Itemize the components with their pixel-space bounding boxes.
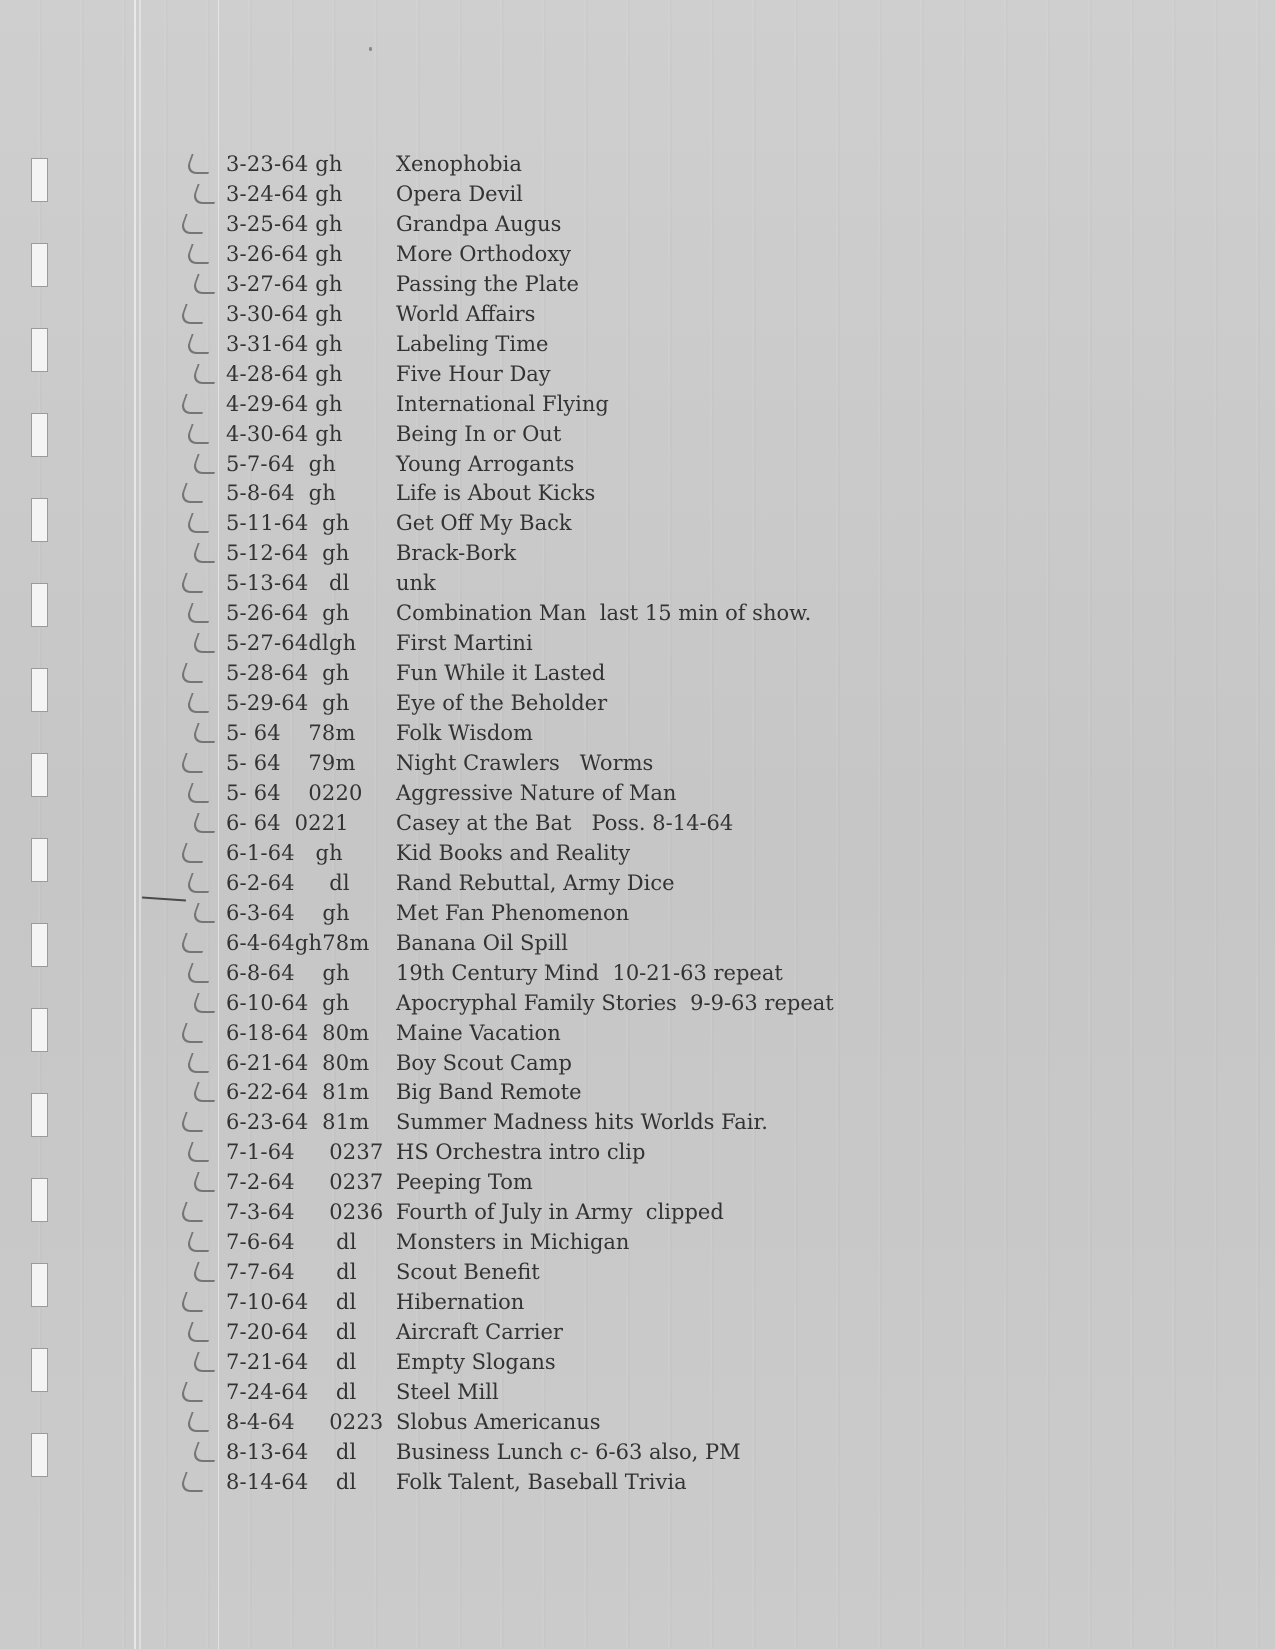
checkmark-icon (184, 1412, 215, 1432)
entry-date: 7-7-64 dl (226, 1260, 357, 1284)
entry-title: Maine Vacation (396, 1021, 561, 1045)
list-item (0, 1200, 900, 1230)
checkmark-icon (190, 1262, 221, 1282)
list-item (0, 961, 900, 991)
entry-date: 4-30-64 gh (226, 422, 343, 446)
list-item (0, 1230, 900, 1260)
list-item (0, 1021, 900, 1051)
list-item (0, 1440, 900, 1470)
entry-date: 6-22-64 81m (226, 1080, 370, 1104)
checkmark-icon (178, 1472, 209, 1492)
entry-title: Kid Books and Reality (396, 841, 631, 865)
entry-date: 5- 64 0220 (226, 781, 363, 805)
list-item (0, 452, 900, 482)
entry-date: 6-18-64 80m (226, 1021, 370, 1045)
checkmark-icon (178, 1023, 209, 1043)
list-item (0, 541, 900, 571)
entry-date: 3-30-64 gh (226, 302, 343, 326)
entry-date: 8-14-64 dl (226, 1470, 357, 1494)
list-item (0, 1320, 900, 1350)
list-item (0, 991, 900, 1021)
entry-date: 4-29-64 gh (226, 392, 343, 416)
checkmark-icon (190, 1082, 221, 1102)
checkmark-icon (178, 573, 209, 593)
list-item (0, 392, 900, 422)
entry-date: 7-3-64 0236 (226, 1200, 384, 1224)
entry-title: Peeping Tom (396, 1170, 533, 1194)
checkmark-icon (184, 873, 215, 893)
entry-title: Casey at the Bat Poss. 8-14-64 (396, 811, 734, 835)
entry-title: Labeling Time (396, 332, 549, 356)
list-item (0, 601, 900, 631)
entry-title: Xenophobia (396, 152, 522, 176)
list-item (0, 781, 900, 811)
list-item (0, 841, 900, 871)
list-item (0, 481, 900, 511)
list-item (0, 332, 900, 362)
entry-date: 8-13-64 dl (226, 1440, 357, 1464)
entry-date: 6-8-64 gh (226, 961, 350, 985)
checkmark-icon (190, 903, 221, 923)
entry-date: 5-29-64 gh (226, 691, 350, 715)
checkmark-icon (184, 783, 215, 803)
checkmark-icon (184, 154, 215, 174)
entry-title: Get Off My Back (396, 511, 572, 535)
entry-title: 19th Century Mind 10-21-63 repeat (396, 961, 783, 985)
checkmark-icon (184, 603, 215, 623)
entry-date: 7-2-64 0237 (226, 1170, 384, 1194)
checkmark-icon (184, 1232, 215, 1252)
entry-date: 6- 64 0221 (226, 811, 349, 835)
checkmark-icon (184, 1053, 215, 1073)
entry-title: Eye of the Beholder (396, 691, 608, 715)
checkmark-icon (178, 1112, 209, 1132)
list-item (0, 1140, 900, 1170)
checkmark-icon (178, 1382, 209, 1402)
entry-title: Monsters in Michigan (396, 1230, 630, 1254)
list-item (0, 422, 900, 452)
list-item (0, 661, 900, 691)
entry-date: 4-28-64 gh (226, 362, 343, 386)
entry-date: 8-4-64 0223 (226, 1410, 384, 1434)
list-item (0, 931, 900, 961)
checkmark-icon (178, 933, 209, 953)
entry-title: Being In or Out (396, 422, 562, 446)
entry-title: HS Orchestra intro clip (396, 1140, 646, 1164)
list-item (0, 571, 900, 601)
entry-title: International Flying (396, 392, 609, 416)
entry-title: Scout Benefit (396, 1260, 540, 1284)
entry-title: Folk Talent, Baseball Trivia (396, 1470, 687, 1494)
list-item (0, 1350, 900, 1380)
entry-title: unk (396, 571, 436, 595)
entry-date: 3-24-64 gh (226, 182, 343, 206)
entry-title: Fun While it Lasted (396, 661, 606, 685)
entry-title: First Martini (396, 631, 533, 655)
entry-date: 6-1-64 gh (226, 841, 343, 865)
list-item (0, 272, 900, 302)
entry-date: 6-2-64 dl (226, 871, 350, 895)
list-item (0, 1110, 900, 1140)
entry-title: Combination Man last 15 min of show. (396, 601, 812, 625)
entry-title: Boy Scout Camp (396, 1051, 572, 1075)
entry-title: Big Band Remote (396, 1080, 582, 1104)
entry-title: Aggressive Nature of Man (396, 781, 677, 805)
list-item (0, 212, 900, 242)
entry-title: Young Arrogants (396, 452, 575, 476)
entry-title: Night Crawlers Worms (396, 751, 654, 775)
checkmark-icon (190, 813, 221, 833)
checkmark-icon (178, 843, 209, 863)
checkmark-icon (190, 993, 221, 1013)
entry-title: World Affairs (396, 302, 536, 326)
list-item (0, 152, 900, 182)
entry-date: 3-23-64 gh (226, 152, 343, 176)
checkmark-icon (190, 364, 221, 384)
checkmark-icon (184, 244, 215, 264)
entry-date: 3-27-64 gh (226, 272, 343, 296)
list-item (0, 1380, 900, 1410)
entry-title: Business Lunch c- 6-63 also, PM (396, 1440, 741, 1464)
checkmark-icon (184, 963, 215, 983)
entry-date: 5-13-64 dl (226, 571, 350, 595)
entry-date: 6-21-64 80m (226, 1051, 370, 1075)
list-item (0, 691, 900, 721)
entry-title: Apocryphal Family Stories 9-9-63 repeat (396, 991, 834, 1015)
checkmark-icon (190, 1352, 221, 1372)
list-item (0, 631, 900, 661)
checkmark-icon (178, 214, 209, 234)
list-item (0, 1260, 900, 1290)
list-item (0, 1170, 900, 1200)
checkmark-icon (178, 753, 209, 773)
entry-title: Fourth of July in Army clipped (396, 1200, 724, 1224)
checkmark-icon (178, 394, 209, 414)
entry-date: 5-28-64 gh (226, 661, 350, 685)
entry-date: 6-3-64 gh (226, 901, 350, 925)
checkmark-icon (184, 693, 215, 713)
entry-title: Folk Wisdom (396, 721, 533, 745)
checkmark-icon (190, 274, 221, 294)
entry-title: Summer Madness hits Worlds Fair. (396, 1110, 768, 1134)
entry-date: 5- 64 79m (226, 751, 356, 775)
list-item (0, 1470, 900, 1500)
entry-title: Hibernation (396, 1290, 525, 1314)
entry-date: 7-20-64 dl (226, 1320, 357, 1344)
list-item (0, 302, 900, 332)
entry-title: Brack-Bork (396, 541, 517, 565)
entry-date: 7-1-64 0237 (226, 1140, 384, 1164)
list-item (0, 751, 900, 781)
list-item (0, 362, 900, 392)
checkmark-icon (184, 424, 215, 444)
checkmark-icon (190, 543, 221, 563)
checkmark-icon (184, 1322, 215, 1342)
entry-date: 7-10-64 dl (226, 1290, 357, 1314)
entry-date: 7-21-64 dl (226, 1350, 357, 1374)
entry-date: 5-12-64 gh (226, 541, 350, 565)
checkmark-icon (190, 184, 221, 204)
list-item (0, 1080, 900, 1110)
list-item (0, 242, 900, 272)
checkmark-icon (190, 1172, 221, 1192)
list-item (0, 182, 900, 212)
list-item (0, 871, 900, 901)
entry-title: Banana Oil Spill (396, 931, 569, 955)
entry-date: 5-27-64dlgh (226, 631, 357, 655)
entry-date: 6-4-64gh78m (226, 931, 370, 955)
checkmark-icon (184, 334, 215, 354)
checkmark-icon (190, 1442, 221, 1462)
entry-date: 7-6-64 dl (226, 1230, 357, 1254)
entry-title: More Orthodoxy (396, 242, 571, 266)
entry-date: 5-26-64 gh (226, 601, 350, 625)
entry-date: 6-23-64 81m (226, 1110, 370, 1134)
entry-date: 3-31-64 gh (226, 332, 343, 356)
checkmark-icon (178, 1202, 209, 1222)
list-item (0, 1410, 900, 1440)
entry-date: 5-11-64 gh (226, 511, 350, 535)
entry-title: Aircraft Carrier (396, 1320, 563, 1344)
checkmark-icon (184, 1142, 215, 1162)
list-item (0, 901, 900, 931)
entry-title: Steel Mill (396, 1380, 499, 1404)
checkmark-icon (178, 483, 209, 503)
checkmark-icon (184, 513, 215, 533)
checkmark-icon (178, 304, 209, 324)
entry-title: Rand Rebuttal, Army Dice (396, 871, 675, 895)
list-item (0, 1290, 900, 1320)
entry-title: Empty Slogans (396, 1350, 556, 1374)
list-item (0, 1051, 900, 1081)
entry-title: Met Fan Phenomenon (396, 901, 630, 925)
checkmark-icon (178, 663, 209, 683)
checkmark-icon (190, 723, 221, 743)
entry-date: 5-7-64 gh (226, 452, 336, 476)
entry-date: 3-26-64 gh (226, 242, 343, 266)
checkmark-icon (190, 633, 221, 653)
entry-title: Life is About Kicks (396, 481, 596, 505)
entry-date: 5- 64 78m (226, 721, 356, 745)
entry-date: 6-10-64 gh (226, 991, 350, 1015)
list-item (0, 721, 900, 751)
list-item (0, 511, 900, 541)
list-item (0, 811, 900, 841)
entry-title: Slobus Americanus (396, 1410, 601, 1434)
entry-date: 7-24-64 dl (226, 1380, 357, 1404)
entry-title: Opera Devil (396, 182, 523, 206)
entry-title: Grandpa Augus (396, 212, 562, 236)
entry-date: 3-25-64 gh (226, 212, 343, 236)
checkmark-icon (190, 454, 221, 474)
checkmark-icon (178, 1292, 209, 1312)
entry-title: Passing the Plate (396, 272, 579, 296)
entry-date: 5-8-64 gh (226, 481, 336, 505)
entry-title: Five Hour Day (396, 362, 551, 386)
